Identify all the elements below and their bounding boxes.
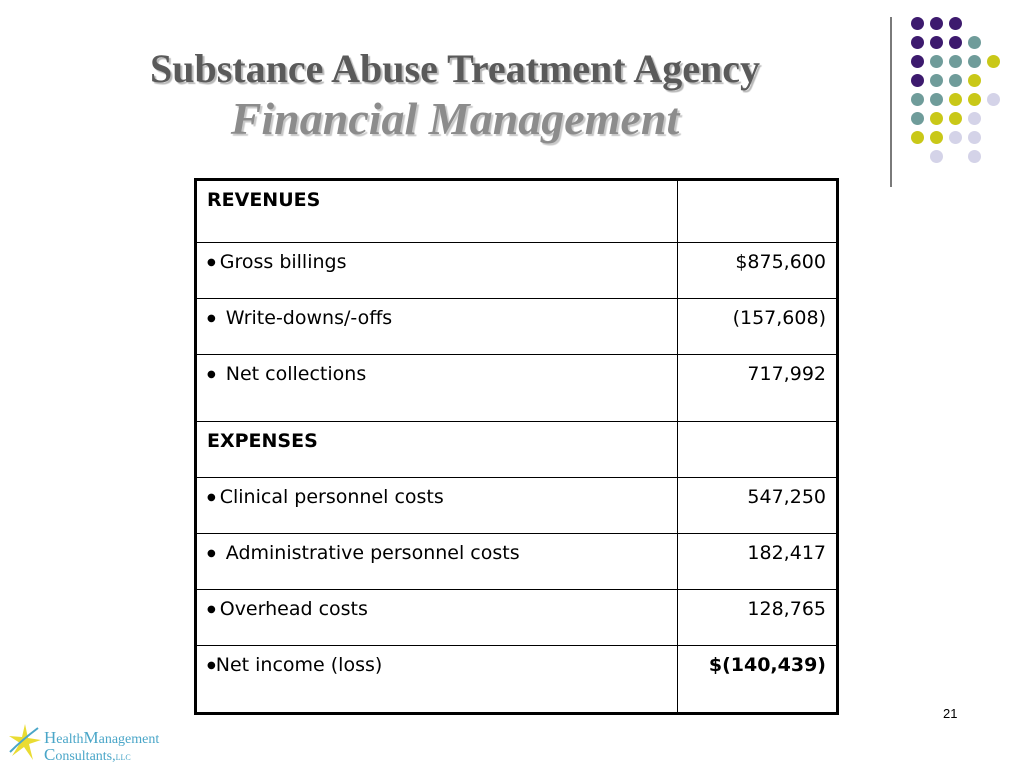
row-label bbox=[196, 646, 678, 714]
logo-cap: M bbox=[83, 728, 99, 747]
clinical-costs-value: 547,250 bbox=[678, 478, 838, 534]
dot bbox=[930, 112, 943, 125]
dot bbox=[930, 17, 943, 30]
dot bbox=[949, 112, 962, 125]
clinical-costs-label: Clinical personnel costs bbox=[219, 486, 444, 508]
empty-cell bbox=[678, 180, 838, 243]
bullet-icon: ● bbox=[207, 313, 216, 324]
net-collections-value: 717,992 bbox=[678, 355, 838, 422]
star-swoosh-icon bbox=[8, 722, 42, 762]
row-label bbox=[196, 299, 678, 355]
dot bbox=[911, 36, 924, 49]
logo-cap: H bbox=[44, 728, 57, 747]
dot bbox=[911, 131, 924, 144]
overhead-costs-value: 128,765 bbox=[678, 590, 838, 646]
slide-title bbox=[60, 46, 850, 146]
logo-line-2 bbox=[44, 747, 159, 765]
table-row bbox=[196, 355, 838, 422]
table-row bbox=[196, 646, 838, 714]
write-downs-value: (157,608) bbox=[678, 299, 838, 355]
dot bbox=[930, 55, 943, 68]
bullet-icon: ● bbox=[207, 257, 216, 268]
gross-billings-value: $875,600 bbox=[678, 243, 838, 299]
logo-cap: C bbox=[44, 745, 56, 764]
dot bbox=[911, 112, 924, 125]
dot bbox=[911, 74, 924, 87]
admin-costs-label: Administrative personnel costs bbox=[225, 542, 520, 564]
logo-text bbox=[44, 730, 159, 765]
revenues-header: REVENUES bbox=[196, 180, 678, 243]
bullet-icon: ● bbox=[207, 548, 216, 559]
dot bbox=[968, 131, 981, 144]
gross-billings-label: Gross billings bbox=[219, 251, 347, 273]
net-income-label: Net income (loss) bbox=[215, 654, 383, 676]
dot bbox=[987, 93, 1000, 106]
dot bbox=[968, 55, 981, 68]
dot bbox=[968, 36, 981, 49]
dot bbox=[930, 93, 943, 106]
bullet-icon: ● bbox=[207, 660, 216, 671]
bullet-icon: ● bbox=[207, 492, 216, 503]
dot bbox=[930, 150, 943, 163]
dot bbox=[930, 131, 943, 144]
write-downs-label: Write-downs/-offs bbox=[225, 307, 393, 329]
dot bbox=[987, 55, 1000, 68]
financial-table bbox=[194, 178, 839, 715]
logo-line-1 bbox=[44, 730, 159, 747]
table-row bbox=[196, 534, 838, 590]
decorative-dot-grid bbox=[903, 12, 1013, 172]
title-line-2: Financial Management bbox=[230, 93, 680, 144]
net-income-value: $(140,439) bbox=[678, 646, 838, 714]
table-row bbox=[196, 243, 838, 299]
empty-cell bbox=[678, 422, 838, 478]
expenses-header: EXPENSES bbox=[196, 422, 678, 478]
dot bbox=[930, 74, 943, 87]
table-row bbox=[196, 299, 838, 355]
dot bbox=[911, 55, 924, 68]
overhead-costs-label: Overhead costs bbox=[219, 598, 368, 620]
logo-word: onsultants, bbox=[55, 749, 116, 764]
row-label bbox=[196, 355, 678, 422]
page-number: 21 bbox=[943, 706, 958, 721]
table-row bbox=[196, 180, 838, 243]
dot bbox=[949, 55, 962, 68]
logo-llc: LLC bbox=[115, 753, 131, 762]
bullet-icon: ● bbox=[207, 604, 216, 615]
table-row bbox=[196, 590, 838, 646]
dot bbox=[968, 150, 981, 163]
dot bbox=[930, 36, 943, 49]
net-collections-label: Net collections bbox=[225, 363, 367, 385]
logo-word: anagement bbox=[98, 732, 160, 747]
title-line-1: Substance Abuse Treatment Agency bbox=[149, 46, 761, 91]
table-row bbox=[196, 478, 838, 534]
row-label bbox=[196, 534, 678, 590]
dot bbox=[911, 17, 924, 30]
dot bbox=[949, 74, 962, 87]
row-label bbox=[196, 478, 678, 534]
row-label bbox=[196, 590, 678, 646]
table-row bbox=[196, 422, 838, 478]
dot bbox=[968, 112, 981, 125]
dot bbox=[911, 93, 924, 106]
dot bbox=[949, 17, 962, 30]
company-logo bbox=[8, 722, 178, 764]
logo-word: ealth bbox=[56, 732, 84, 747]
dot bbox=[949, 36, 962, 49]
row-label bbox=[196, 243, 678, 299]
dot bbox=[968, 74, 981, 87]
dot bbox=[968, 93, 981, 106]
dot bbox=[949, 131, 962, 144]
divider-line bbox=[890, 17, 892, 187]
dot bbox=[949, 93, 962, 106]
admin-costs-value: 182,417 bbox=[678, 534, 838, 590]
bullet-icon: ● bbox=[207, 369, 216, 380]
